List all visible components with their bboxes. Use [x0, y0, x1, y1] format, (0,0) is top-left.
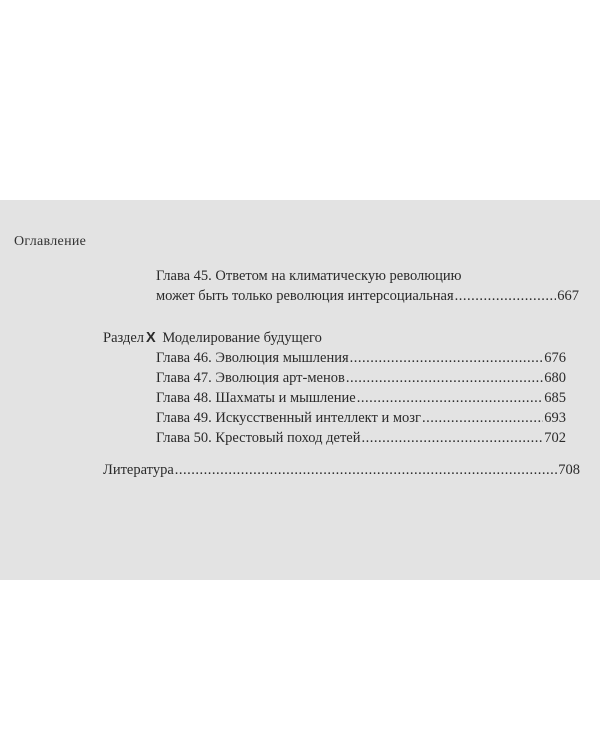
toc-leader-dots — [422, 410, 543, 427]
toc-page-number: 667 — [557, 288, 579, 304]
toc-entry-literature — [103, 462, 580, 479]
toc-section-heading — [103, 330, 322, 347]
toc-entry-ch49 — [156, 410, 566, 427]
toc-leader-dots — [350, 350, 544, 367]
section-title: Моделирование будущего — [162, 330, 322, 346]
toc-entry-ch50 — [156, 430, 566, 447]
toc-entry-title: Глава 50. Крестовый поход детей — [156, 430, 361, 446]
toc-page-number: 680 — [544, 370, 566, 386]
toc-leader-dots — [175, 462, 557, 479]
running-head: Оглавление — [14, 234, 87, 249]
toc-page-number: 708 — [558, 462, 580, 478]
toc-entry-ch45 — [156, 288, 579, 305]
toc-page-number: 702 — [544, 430, 566, 446]
toc-entry-title: Глава 48. Шахматы и мышление — [156, 390, 356, 406]
section-number: X — [146, 330, 156, 346]
toc-leader-dots — [346, 370, 543, 387]
toc-entry-ch48 — [156, 390, 566, 407]
toc-entry-ch47 — [156, 370, 566, 387]
book-page — [0, 200, 600, 580]
toc-entry-title: может быть только революция интерсоциальная — [156, 288, 454, 304]
toc-entry-title: Глава 47. Эволюция арт-менов — [156, 370, 345, 386]
toc-leader-dots — [455, 288, 557, 305]
toc-leader-dots — [357, 390, 544, 407]
toc-entry-ch45-line1 — [156, 268, 461, 285]
toc-entry-title: Глава 46. Эволюция мышления — [156, 350, 349, 366]
toc-page-number: 693 — [544, 410, 566, 426]
toc-entry-ch46 — [156, 350, 566, 367]
toc-entry-title: Литература — [103, 462, 174, 478]
toc-page-number: 685 — [544, 390, 566, 406]
toc-leader-dots — [361, 430, 543, 447]
section-prefix: Раздел — [103, 330, 145, 346]
toc-entry-title: Глава 45. Ответом на климатическую революцию — [156, 268, 462, 284]
toc-page-number: 676 — [544, 350, 566, 366]
toc-entry-title: Глава 49. Искусственный интеллект и мозг — [156, 410, 421, 426]
